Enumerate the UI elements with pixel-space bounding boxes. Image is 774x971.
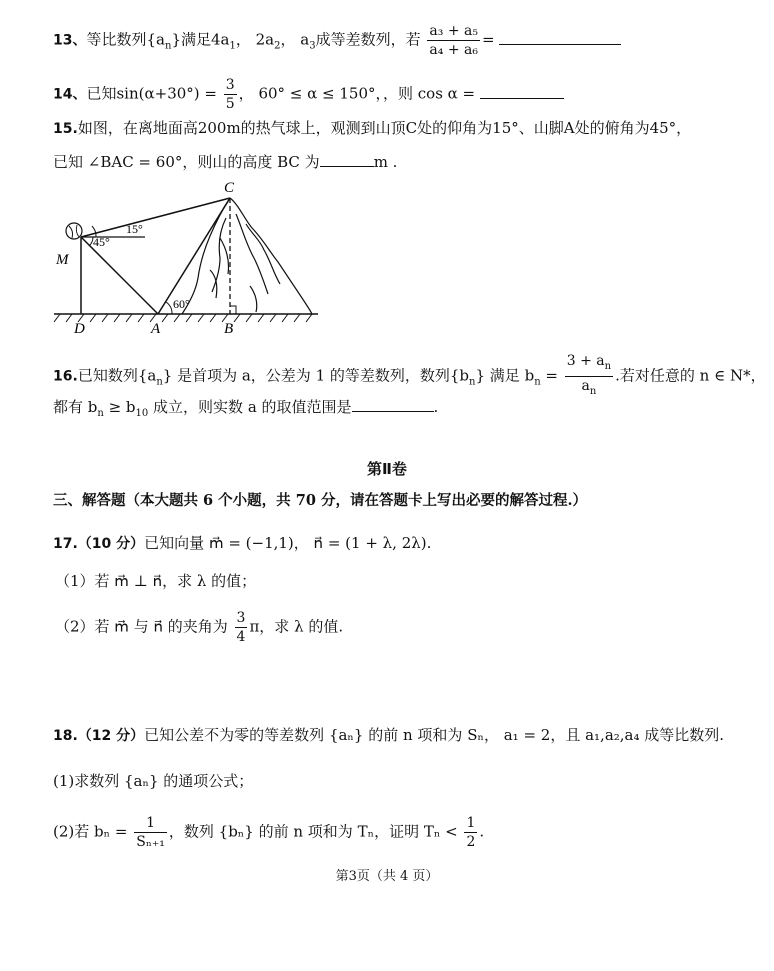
text: {a	[137, 366, 157, 385]
text: 已知sin(α+30°) =	[86, 84, 217, 103]
balloon-mountain-figure	[50, 178, 330, 336]
numerator: a₃ + a₅	[429, 23, 478, 39]
subscript: 3	[309, 40, 316, 52]
answer-blank[interactable]	[480, 84, 564, 99]
text: .若对任意的 n ∈ N*，	[615, 366, 766, 385]
text: 都有 b	[53, 398, 98, 416]
page-footer: 第3页（共 4 页）	[335, 869, 439, 884]
subscript: n	[534, 376, 541, 388]
fraction	[134, 814, 167, 851]
angle-45-label: 45°	[93, 235, 110, 249]
question-13	[53, 22, 621, 59]
text: ≥ b	[103, 398, 136, 416]
text: 已知向量 m⃗ = (−1,1)， n⃗ = (1 + λ, 2λ).	[144, 534, 432, 552]
text: ， 60° ≤ α ≤ 150°，，则 cos α =	[238, 84, 476, 103]
text: {b	[449, 366, 470, 385]
question-16-line2	[53, 397, 438, 424]
question-17-part2	[55, 609, 343, 646]
equals: =	[481, 30, 495, 49]
section-heading: 三、解答题（本大题共 6 个小题，共 70 分，请在答题卡上写出必要的解答过程.）	[53, 492, 588, 509]
numerator: 3	[225, 77, 235, 93]
numerator: 1	[466, 815, 476, 831]
question-17	[53, 533, 431, 554]
mountain-shape	[182, 198, 312, 314]
subscript: 1	[229, 40, 236, 52]
label-b: B	[224, 321, 234, 336]
text: .	[479, 822, 485, 841]
subscript: n	[589, 385, 597, 397]
subscript: n	[97, 408, 104, 419]
text: ，数列 {bₙ} 的前 n 项和为 Tₙ，证明 Tₙ <	[168, 822, 458, 841]
question-number: 15.	[53, 121, 78, 137]
balloon-icon	[66, 223, 82, 239]
angle-15-label: 15°	[126, 222, 143, 236]
subscript: n	[604, 360, 612, 372]
fraction	[224, 76, 237, 113]
subscript: 2	[274, 40, 281, 52]
subscript: n	[469, 376, 476, 388]
question-number: 18.（12 分）	[53, 728, 145, 744]
subscript: n	[165, 40, 172, 52]
text: 满足4a	[181, 30, 230, 49]
text: ， a	[280, 30, 310, 49]
question-number: 13、	[53, 32, 87, 49]
fraction	[235, 609, 248, 646]
answer-blank[interactable]	[499, 30, 621, 45]
text: ， 2a	[235, 30, 275, 49]
question-number: 16.	[53, 368, 78, 385]
question-18-part1: (1)求数列 {aₙ} 的通项公式；	[53, 772, 254, 790]
text: m .	[373, 153, 398, 171]
question-18	[53, 725, 724, 746]
denominator: 4	[236, 629, 246, 645]
question-16-line1	[53, 352, 766, 401]
question-15-line2	[53, 152, 397, 172]
question-18-part2	[53, 814, 484, 851]
label-m: M	[56, 252, 69, 268]
text: 等比数列	[86, 30, 147, 49]
question-number: 17.（10 分）	[53, 536, 145, 552]
section-title: 第Ⅱ卷	[367, 460, 407, 478]
angle-60-label: 60°	[173, 297, 190, 311]
text: .	[433, 398, 439, 416]
label-d: D	[74, 321, 85, 336]
text: } 满足 b	[475, 366, 535, 385]
subscript: n	[156, 376, 163, 388]
text: 已知 ∠BAC = 60°，则山的高度 BC 为	[53, 153, 320, 171]
ground-hatching	[54, 314, 312, 322]
answer-blank[interactable]	[352, 397, 434, 412]
subscript: 10	[135, 408, 149, 419]
question-15-line1	[53, 118, 691, 139]
question-number: 14、	[53, 86, 87, 103]
fraction	[464, 814, 477, 851]
answer-blank[interactable]	[320, 152, 374, 167]
denominator: Sₙ₊₁	[136, 834, 165, 850]
text: 已知数列	[77, 366, 138, 385]
numerator: 3	[236, 610, 246, 626]
text: 已知公差不为零的等差数列 {aₙ} 的前 n 项和为 Sₙ， a₁ = 2，且 a₁,a₂,a₄ 成等比数列.	[144, 726, 725, 744]
text: （2）若 m⃗ 与 n⃗ 的夹角为	[55, 617, 228, 636]
denominator: a₄ + a₆	[429, 42, 478, 58]
label-a: A	[151, 321, 161, 336]
text: (2)若 bₙ =	[53, 822, 128, 841]
numerator: 3 + a	[566, 353, 605, 369]
text: 成等差数列，若	[315, 30, 421, 49]
text: {a	[146, 30, 165, 49]
text: }	[171, 30, 181, 49]
label-c: C	[224, 180, 235, 196]
text: } 是首项为 a，公差为 1 的等差数列，数列	[162, 366, 450, 385]
equals: =	[540, 366, 558, 385]
question-14	[53, 76, 564, 113]
text: 成立，则实数 a 的取值范围是	[148, 398, 352, 416]
question-17-part1: （1）若 m⃗ ⊥ n⃗，求 λ 的值；	[55, 572, 257, 590]
denominator: 5	[225, 96, 235, 112]
denominator: 2	[466, 834, 476, 850]
text: π，求 λ 的值.	[249, 617, 344, 636]
fraction	[427, 22, 480, 59]
text: 如图，在离地面高200m的热气球上，观测到山顶C处的仰角为15°、山脚A处的俯角为45°，	[77, 119, 692, 137]
denominator: a	[581, 377, 590, 394]
numerator: 1	[134, 814, 167, 833]
fraction	[565, 352, 613, 401]
